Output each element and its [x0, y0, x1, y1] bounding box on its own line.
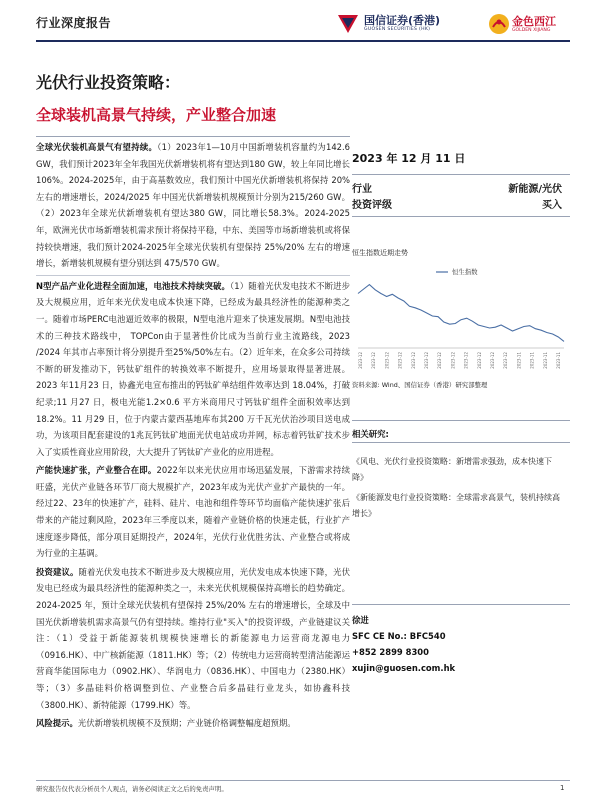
report-subtitle: 全球装机高景气持续，产业整合加速 — [36, 106, 277, 124]
golden-xijiang-logo-text: 金色西江 — [512, 15, 556, 28]
paragraph-text: （1）随着光伏发电技术不断进步及大规模应用，近年来光伏发电成本快速下降，已经成为最具经济性的能源种类之一。随着市场PERC电池逼近效率的极限，N型电池片迎来了快速发展期。N型电池技术的三种技术路线中， TOPCon由于显著性价比成为当前行业主流路线，2023 /2024 年其市占率预计将分别提升至25%/50%左右。（2）近年来，在众多公司持续不断的研发推动下，钙钛矿组件的转换效率不断提升，应用场景取得显著进展。2023 年11月23 日，协鑫光电宣布推出的钙钛矿单结组件效率达到 18.04%，打破纪录;11 月27 日，极电光能1.2×0.6 平方米商用尺寸钙钛矿组件全面积效率达到 18.2%。11 月29 日，位于内蒙古蒙西基地库布其200 万千瓦光伏治沙项目送电成功，为该项目配套建设的1兆瓦钙钛矿地面光伏电站成功并网，标志着钙钛矿技术步入了实质性商业应用阶段，大大提升了钙钛矿产业化的应用进程。 — [36, 280, 350, 457]
chart-x-tick-label: 2023-12 — [410, 352, 416, 369]
industry-value: 新能源/光伏 — [508, 184, 562, 195]
chart-plot-area — [358, 285, 564, 348]
analyst-info — [352, 612, 570, 676]
paragraph-lead: 产能快速扩张，产业整合在即。 — [36, 465, 157, 476]
sidebar-divider — [352, 604, 570, 605]
hsi-chart-svg — [352, 262, 570, 378]
chart-x-tick-label: 2023-12 — [490, 352, 495, 369]
chart-x-axis — [358, 352, 561, 369]
report-sidebar — [352, 136, 570, 766]
chart-legend-label: 恒生指数 — [452, 268, 478, 276]
chart-x-tick-label: 2023-12 — [424, 352, 429, 369]
chart-x-tick-label: 2023-12 — [476, 352, 482, 369]
body-paragraph — [36, 564, 350, 713]
guosen-logo-icon — [336, 13, 360, 35]
paragraph-lead: 风险提示。 — [36, 718, 78, 729]
chart-x-tick-label: 2023-12 — [397, 352, 403, 369]
chart-x-tick-label: 2023-12 — [450, 352, 456, 369]
body-paragraph — [36, 278, 350, 461]
paragraph-text: （1）2023年1—10月中国新增装机容量约为142.6 GW，我们预计2023年全年我国光伏新增装机将有望达到180 GW，较上年同比增长 106%。2024-2025年，由于高基数效应，我们预计中国光伏新增装机将保持 20%左右的增速增长，2024/2025 年中国光伏新增装机规模预计分别为215/260 GW。（2）2023年全球光伏新增装机有望达380 GW，同比增长58.3%。2024-2025年，欧洲光伏市场新增装机需求预计将保持平稳，中东、美国等市场新增装机或将保持较快增速，我们预计2024-2025年全球光伏装机有望保持 25%/20% 左右的增速增长，新增装机规模有望分别达到 475/570 GW。 — [36, 142, 350, 269]
golden-xijiang-logo — [488, 12, 574, 38]
paragraph-lead: 投资建议。 — [36, 566, 79, 577]
paragraph-text: 随着光伏发电技术不断进步及大规模应用，光伏发电成本快速下降，光伏发电已经成为最具经济性的能源种类之一，未来光伏机规模保持高增长的趋势确定。2024-2025 年，预计全球光伏装机有望保持 25%/20% 左右的增速增长，全球及中国光伏新增装机需求高景气仍有望持续。维持行业"买入"的投资评级，产业链建议关注：（1）受益于新能源装机规模快速增长的新能源电力运营商龙源电力（0916.HK）、中广核新能源（1811.HK）等；（2）传统电力运营商转型清洁能源运营商华能国际电力（0902.HK）、华润电力（0836.HK）、中国电力（2380.HK）等；（3）多晶硅料价格调整到位、产业整合后多晶硅行业龙头，如协鑫科技（3800.HK）、新特能源（1799.HK）等。 — [36, 566, 351, 710]
chart-x-tick-label: 2023-12 — [463, 352, 469, 369]
analyst-phone: +852 2899 8300 — [352, 647, 429, 657]
report-title: 光伏行业投资策略： — [36, 73, 181, 92]
related-research-item[interactable]: 《风电、光伏行业投资策略：新增需求强劲，成本快速下降》 — [352, 457, 552, 482]
header-divider — [36, 40, 570, 42]
analyst-name: 徐进 — [352, 615, 369, 625]
chart-x-tick-label: 2023-11 — [556, 352, 561, 369]
guosen-logo — [336, 12, 486, 38]
page-number: 1 — [560, 784, 565, 792]
body-paragraph — [36, 462, 350, 562]
golden-xijiang-logo-sub: GOLDEN XIJIANG — [512, 28, 551, 33]
related-research-list — [352, 454, 562, 526]
hsi-chart — [352, 262, 570, 394]
related-research-title: 相关研究: — [352, 429, 389, 439]
chart-x-tick-label: 2023-11 — [542, 352, 548, 369]
industry-label: 行业 — [352, 184, 372, 195]
guosen-logo-sub: GUOSEN SECURITIES (HK) — [364, 27, 431, 32]
chart-x-tick-label: 2023-11 — [529, 352, 535, 369]
chart-x-tick-label: 2023-12 — [437, 352, 443, 369]
guosen-logo-text: 国信证券(香港) — [364, 14, 441, 27]
analyst-license: SFC CE No.: BFC540 — [352, 631, 446, 641]
chart-series-line — [358, 285, 564, 342]
chart-x-tick-label: 2023-11 — [516, 352, 522, 369]
sidebar-divider — [352, 442, 570, 443]
report-type: 行业深度报告 — [36, 16, 112, 30]
chart-x-tick-label: 2023-12 — [371, 352, 377, 369]
sidebar-divider — [352, 174, 570, 175]
rating-value: 买入 — [542, 200, 562, 211]
sidebar-divider — [352, 216, 570, 217]
chart-x-tick-label: 2023-12 — [384, 352, 390, 369]
paragraph-text: 光伏新增装机规模不及预期；产业链价格调整幅度超预期。 — [77, 718, 296, 729]
body-paragraph — [36, 139, 350, 272]
chart-x-tick-label: 2023-12 — [503, 352, 509, 369]
analyst-email[interactable]: xujin@guosen.com.hk — [352, 663, 456, 673]
sidebar-divider — [352, 420, 570, 421]
body-paragraph — [36, 715, 350, 732]
rating-label: 投资评级 — [352, 200, 392, 211]
page-header — [36, 12, 570, 38]
chart-source: 资料来源: Wind、国信证券（香港）研究部整理 — [352, 381, 488, 389]
related-research-item[interactable]: 《新能源发电行业投资策略：全球需求高景气，装机持续高增长》 — [352, 493, 560, 518]
report-date: 2023 年 12 月 11 日 — [352, 152, 466, 165]
section-divider — [36, 275, 350, 276]
golden-xijiang-logo-icon — [488, 13, 510, 35]
disclaimer: 研究报告仅代表分析员个人观点，请务必阅读正文之后的免责声明。 — [36, 785, 228, 793]
report-body — [36, 136, 350, 766]
chart-x-tick-label: 2023-12 — [358, 352, 363, 369]
paragraph-text: 2022年以来光伏应用市场迅猛发展，下游需求持续旺盛，光伏产业链各环节厂商大规模扩产，2023年成为光伏产业扩产最快的一年。经过22、23年的快速扩产，硅料、硅片、电池和组件等环节均面临产能快速扩张后带来的产能过剩风险，2023年三季度以来，随着产业链价格的快速走低，行业扩产速度逐步降低，部分项目延期投产，2024年，光伏行业优胜劣汰、产业整合或将成为行业的主基调。 — [36, 465, 351, 559]
paragraph-lead: N型产品产业化进程全面加速，电池技术持续突破。 — [36, 280, 230, 291]
footer-divider — [36, 780, 570, 781]
chart-caption: 恒生指数近期走势 — [352, 249, 408, 257]
paragraph-lead: 全球光伏装机高景气有望持续。 — [36, 142, 158, 152]
